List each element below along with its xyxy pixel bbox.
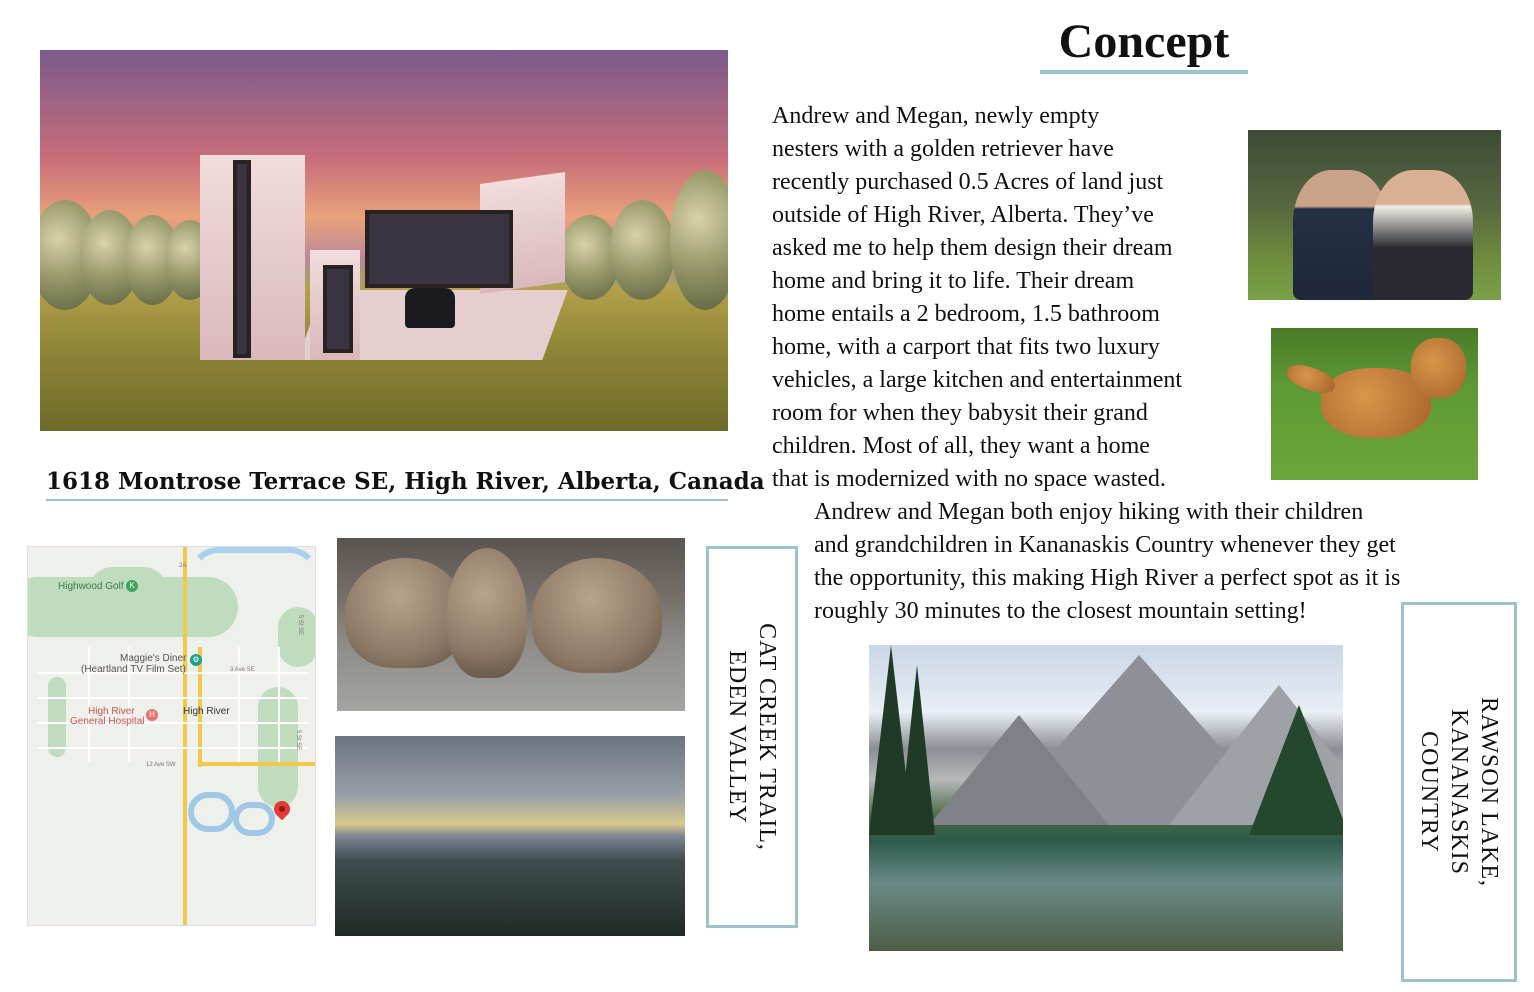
map-green-area <box>48 677 66 757</box>
map-label-2a: 2A <box>179 563 187 569</box>
rawson-line1: RAWSON LAKE, <box>1476 696 1502 888</box>
map-street <box>238 647 240 762</box>
text-line: nesters with a golden retriever have <box>772 136 1114 162</box>
rawson-lake-photo <box>869 645 1343 951</box>
text-line: home, with a carport that fits two luxury <box>772 334 1160 360</box>
concept-paragraph-1 <box>772 100 1252 496</box>
map-river <box>188 792 235 832</box>
house-rendering-image <box>40 50 728 431</box>
map-label-12ave: 12 Ave SW <box>146 762 176 768</box>
text-line: asked me to help them design their dream <box>772 235 1173 261</box>
location-map[interactable] <box>27 546 316 926</box>
tree <box>610 200 675 300</box>
eden-valley-photo <box>335 736 685 936</box>
map-label-hospital-sub: General Hospital <box>70 716 145 727</box>
map-street <box>278 647 280 762</box>
text-line: outside of High River, Alberta. They’ve <box>772 202 1154 228</box>
map-green-area <box>88 567 168 617</box>
text-line: vehicles, a large kitchen and entertainment <box>772 367 1183 393</box>
sheep <box>532 558 662 673</box>
pine-tree <box>899 665 935 835</box>
map-label-5st: 5 St SE <box>297 614 304 636</box>
rawson-line2: KANANASKIS <box>1446 708 1472 876</box>
map-label-diner-sub: (Heartland TV Film Set) <box>81 664 186 675</box>
text-line: home and bring it to life. Their dream <box>772 268 1135 294</box>
house-entry-window <box>323 265 353 353</box>
property-address: 1618 Montrose Terrace SE, High River, Alberta, Canada <box>46 468 765 495</box>
map-label-hospital: High River <box>88 706 135 717</box>
rawson-caption <box>1414 697 1504 887</box>
pine-tree <box>1249 705 1343 835</box>
text-line: Andrew and Megan both enjoy hiking with their children <box>814 499 1364 525</box>
text-line: and grandchildren in Kananaskis Country whenever they get <box>814 532 1396 558</box>
map-highway <box>183 547 187 925</box>
map-label-3ave: 3 Ave SE <box>230 667 255 673</box>
map-highway <box>198 762 315 766</box>
hospital-icon: H <box>146 709 158 721</box>
map-label-5st-b: 5 St SE <box>295 729 302 751</box>
map-street <box>38 697 308 699</box>
dog-head <box>1411 338 1466 398</box>
diner-icon: ⚙ <box>190 654 202 666</box>
address-underline <box>46 499 728 501</box>
rawson-caption-box <box>1401 602 1517 982</box>
map-river <box>233 802 275 836</box>
text-line: Andrew and Megan, newly empty <box>772 103 1100 129</box>
map-river <box>188 547 316 609</box>
map-label-diner: Maggie's Diner <box>120 653 187 664</box>
text-line: room for when they babysit their grand <box>772 400 1148 426</box>
house-tower <box>200 155 305 360</box>
cat-creek-caption-box <box>706 546 798 928</box>
andrew-megan-photo <box>1248 130 1501 300</box>
house-upper-glass <box>365 210 513 288</box>
text-line: home entails a 2 bedroom, 1.5 bathroom <box>772 301 1160 327</box>
text-line: recently purchased 0.5 Acres of land just <box>772 169 1164 195</box>
text-line: that is modernized with no space wasted. <box>772 466 1166 492</box>
map-street <box>38 747 308 749</box>
map-label-golf: Highwood Golf <box>58 581 124 592</box>
title-underline <box>1040 70 1248 74</box>
person-megan <box>1373 170 1473 300</box>
dog-tail <box>1284 360 1339 398</box>
text-line: roughly 30 minutes to the closest mountain setting! <box>814 598 1307 624</box>
sheep <box>447 548 527 678</box>
rawson-line3: COUNTRY <box>1416 731 1442 853</box>
text-line: children. Most of all, they want a home <box>772 433 1150 459</box>
car <box>405 288 455 328</box>
bighorn-sheep-photo <box>337 538 685 711</box>
mountain <box>929 715 1109 825</box>
cat-creek-caption <box>722 623 782 851</box>
cat-creek-line2: EDEN VALLEY <box>724 650 750 824</box>
cat-creek-line1: CAT CREEK TRAIL, <box>754 623 780 851</box>
map-label-town: High River <box>183 706 230 717</box>
golf-icon: K <box>126 580 138 592</box>
page-title: Concept <box>1058 15 1230 68</box>
golden-retriever-photo <box>1271 328 1478 480</box>
text-line: the opportunity, this making High River a perfect spot as it is <box>814 565 1401 591</box>
house-window <box>233 160 251 358</box>
